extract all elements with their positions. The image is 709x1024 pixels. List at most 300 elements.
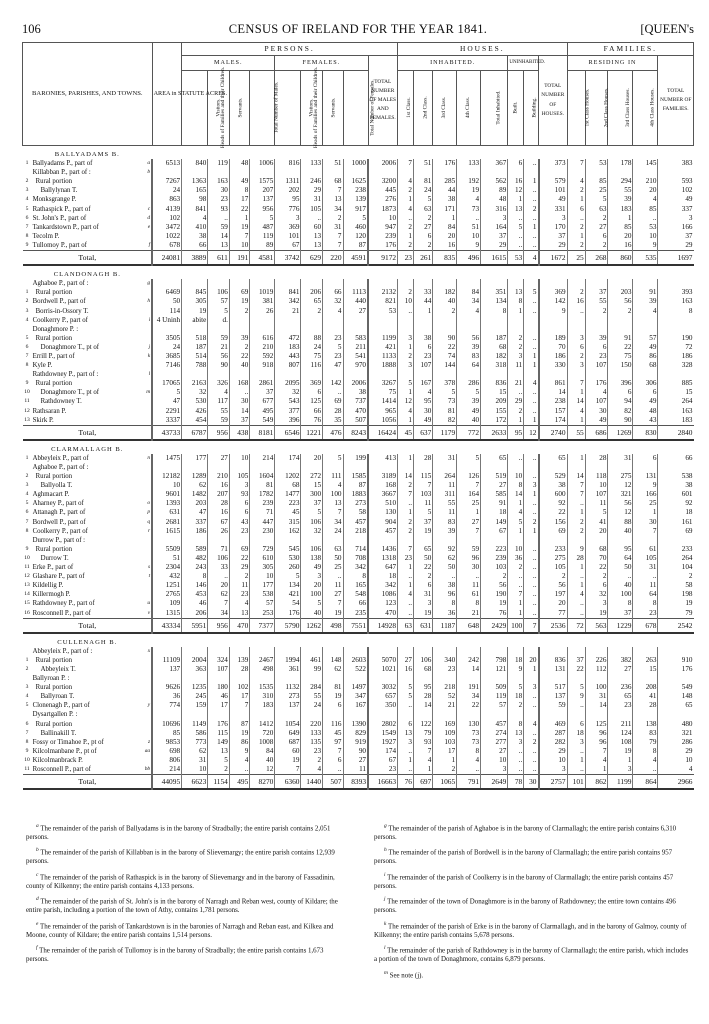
cell-value: 51 bbox=[323, 159, 343, 168]
cell-value: 202 bbox=[275, 186, 301, 195]
total-value: 2536 bbox=[539, 618, 568, 633]
row-footnote-mark bbox=[143, 251, 152, 266]
cell-value: 39 bbox=[585, 334, 608, 343]
total-value: 611 bbox=[208, 251, 230, 266]
cell-value: 367 bbox=[481, 159, 508, 168]
total-value: 7551 bbox=[343, 618, 368, 633]
row-footnote-mark bbox=[143, 720, 152, 729]
cell-value: 107 bbox=[413, 361, 432, 370]
col-houses: HOUSES. bbox=[398, 43, 567, 56]
total-value: 1269 bbox=[608, 425, 633, 440]
table-row bbox=[23, 463, 694, 472]
cell-value bbox=[508, 370, 524, 379]
cell-value: 180 bbox=[208, 683, 230, 692]
cell-value bbox=[481, 710, 508, 719]
cell-value bbox=[508, 168, 524, 177]
cell-value: 5 bbox=[398, 692, 414, 701]
cell-value bbox=[481, 647, 508, 656]
row-footnote-mark: p bbox=[147, 509, 151, 516]
cell-value: 85 bbox=[152, 729, 182, 738]
cell-value: .. bbox=[508, 756, 524, 765]
cell-value bbox=[398, 370, 414, 379]
cell-value: 56 bbox=[608, 297, 633, 306]
row-footnote-mark bbox=[143, 756, 152, 765]
cell-value: 172 bbox=[481, 416, 508, 426]
cell-value: 337 bbox=[182, 518, 208, 527]
col-females: FEMALES. bbox=[275, 56, 368, 71]
table-row bbox=[23, 765, 694, 775]
cell-value: 236 bbox=[608, 683, 633, 692]
cell-value: 87 bbox=[343, 481, 368, 490]
cell-value bbox=[301, 168, 323, 177]
total-value: 686 bbox=[585, 425, 608, 440]
total-value: 14928 bbox=[368, 618, 398, 633]
cell-value: 69 bbox=[229, 288, 249, 297]
row-name: Tecolm P. bbox=[32, 232, 60, 240]
cell-value: 100 bbox=[585, 683, 608, 692]
total-value: 4 bbox=[524, 251, 539, 266]
cell-value: 324 bbox=[208, 656, 230, 665]
cell-value: 38 bbox=[433, 581, 457, 590]
footnote-mark: m bbox=[384, 969, 388, 976]
cell-value: 272 bbox=[301, 472, 323, 481]
cell-value: 235 bbox=[343, 609, 368, 619]
col-males: MALES. bbox=[182, 56, 275, 71]
section-spacer bbox=[152, 633, 693, 647]
cell-value: 116 bbox=[301, 361, 323, 370]
cell-value: 165 bbox=[182, 186, 208, 195]
cell-value: 2 bbox=[508, 343, 524, 352]
cell-value: 4 bbox=[182, 214, 208, 223]
cell-value bbox=[301, 316, 323, 325]
cell-value bbox=[229, 370, 249, 379]
cell-value bbox=[658, 463, 694, 472]
cell-value: 50 bbox=[152, 297, 182, 306]
cell-value: 5 bbox=[323, 454, 343, 463]
footnote-mark: e bbox=[36, 920, 39, 927]
cell-value: 6 bbox=[229, 499, 249, 508]
cell-value: 432 bbox=[152, 572, 182, 581]
cell-value: 6 bbox=[413, 343, 432, 352]
cell-value: 509 bbox=[481, 683, 508, 692]
cell-value: 2 bbox=[585, 241, 608, 251]
cell-value bbox=[633, 325, 658, 334]
cell-value: 583 bbox=[343, 334, 368, 343]
cell-value: 37 bbox=[229, 416, 249, 426]
cell-value: 316 bbox=[481, 205, 508, 214]
total-label: Total, bbox=[32, 251, 143, 266]
cell-value: 9 bbox=[508, 665, 524, 674]
cell-value: 243 bbox=[182, 563, 208, 572]
cell-value: 22 bbox=[608, 343, 633, 352]
cell-value: 21 bbox=[433, 701, 457, 710]
cell-value: 2 bbox=[508, 334, 524, 343]
cell-value: 2 bbox=[398, 527, 414, 536]
cell-value: 169 bbox=[433, 720, 457, 729]
table-row bbox=[23, 297, 694, 306]
cell-value: 773 bbox=[182, 738, 208, 747]
cell-value: 97 bbox=[323, 738, 343, 747]
cell-value: 264 bbox=[658, 397, 694, 406]
cell-value: 1888 bbox=[368, 361, 398, 370]
cell-value: 373 bbox=[539, 159, 568, 168]
cell-value: 2 bbox=[567, 352, 585, 361]
cell-value: 8 bbox=[658, 307, 694, 316]
total-value: 3889 bbox=[182, 251, 208, 266]
cell-value: 1 bbox=[567, 388, 585, 397]
cell-value bbox=[608, 463, 633, 472]
cell-value: 105 bbox=[301, 205, 323, 214]
table-row bbox=[23, 656, 694, 665]
cell-value bbox=[633, 316, 658, 325]
cell-value: 220 bbox=[301, 720, 323, 729]
total-row bbox=[23, 775, 694, 790]
row-footnote-mark: f bbox=[148, 241, 151, 248]
row-index: 1 bbox=[25, 160, 29, 167]
total-value: 5790 bbox=[275, 618, 301, 633]
cell-value: 10 bbox=[229, 241, 249, 251]
cell-value: 168 bbox=[368, 481, 398, 490]
cell-value bbox=[585, 463, 608, 472]
cell-value: 6 bbox=[585, 343, 608, 352]
cell-value: 65 bbox=[301, 297, 323, 306]
cell-value: .. bbox=[524, 334, 539, 343]
cell-value: 1 bbox=[508, 416, 524, 426]
cell-value: 2 bbox=[567, 288, 585, 297]
cell-value: 8 bbox=[633, 747, 658, 756]
cell-value bbox=[413, 647, 432, 656]
cell-value: 1022 bbox=[152, 232, 182, 241]
cell-value: 1006 bbox=[250, 159, 275, 168]
cell-value: 15 bbox=[633, 665, 658, 674]
cell-value: 454 bbox=[182, 416, 208, 426]
cell-value: 2 bbox=[398, 518, 414, 527]
cell-value: 29 bbox=[539, 241, 568, 251]
row-footnote-mark: g bbox=[147, 280, 151, 287]
total-value: 1672 bbox=[539, 251, 568, 266]
cell-value: 1585 bbox=[343, 472, 368, 481]
cell-value: 105 bbox=[633, 554, 658, 563]
row-index: 6 bbox=[25, 720, 29, 727]
cell-value: 167 bbox=[413, 379, 432, 388]
cell-value bbox=[275, 316, 301, 325]
cell-value bbox=[368, 674, 398, 683]
cell-value bbox=[457, 710, 481, 719]
row-index bbox=[23, 775, 32, 790]
total-value: 23 bbox=[398, 251, 414, 266]
cell-value: 203 bbox=[608, 288, 633, 297]
cell-value: 70 bbox=[585, 554, 608, 563]
cell-value: 6 bbox=[567, 205, 585, 214]
cell-value bbox=[457, 647, 481, 656]
cell-value bbox=[433, 710, 457, 719]
cell-value: 90 bbox=[433, 334, 457, 343]
cell-value: 519 bbox=[481, 472, 508, 481]
row-name: Rosconnell P., part of bbox=[32, 766, 91, 773]
cell-value: 469 bbox=[539, 720, 568, 729]
cell-value: 55 bbox=[585, 297, 608, 306]
cell-value bbox=[208, 370, 230, 379]
table-row bbox=[23, 232, 694, 241]
cell-value: 5 bbox=[152, 388, 182, 397]
cell-value: 12 bbox=[508, 186, 524, 195]
cell-value: 5 bbox=[413, 508, 432, 517]
cell-value: 396 bbox=[608, 379, 633, 388]
cell-value: 965 bbox=[368, 407, 398, 416]
cell-value bbox=[152, 647, 182, 656]
cell-value: 20 bbox=[539, 599, 568, 608]
cell-value: 1 bbox=[633, 508, 658, 517]
row-footnote-mark bbox=[143, 186, 152, 195]
cell-value: 4 bbox=[398, 407, 414, 416]
cell-value bbox=[413, 325, 432, 334]
cell-value: 421 bbox=[275, 590, 301, 599]
cell-value: 2006 bbox=[343, 379, 368, 388]
cell-value: 7 bbox=[323, 747, 343, 756]
row-footnote-mark bbox=[143, 490, 152, 499]
total-value: 2633 bbox=[481, 425, 508, 440]
row-footnote-mark: bb bbox=[144, 766, 151, 772]
row-index: 2 bbox=[25, 178, 29, 185]
cell-value: .. bbox=[508, 581, 524, 590]
cell-value: 37 bbox=[539, 232, 568, 241]
cell-value: 548 bbox=[343, 590, 368, 599]
cell-value: 76 bbox=[481, 609, 508, 619]
cell-value: 7 bbox=[323, 241, 343, 251]
total-value: 563 bbox=[585, 618, 608, 633]
row-name: Aharney P., part of bbox=[32, 500, 84, 508]
cell-value: 549 bbox=[250, 416, 275, 426]
cell-value: 3 bbox=[567, 334, 585, 343]
cell-value: 75 bbox=[301, 352, 323, 361]
cell-value: .. bbox=[633, 765, 658, 775]
total-value: 1262 bbox=[301, 618, 323, 633]
cell-value: 631 bbox=[152, 508, 182, 517]
cell-value: 3 bbox=[275, 214, 301, 223]
cell-value: 131 bbox=[539, 665, 568, 674]
cell-value: 585 bbox=[481, 490, 508, 499]
table-row bbox=[23, 756, 694, 765]
cell-value: 7 bbox=[457, 481, 481, 490]
cell-value: 37 bbox=[585, 288, 608, 297]
cell-value: 330 bbox=[539, 361, 568, 370]
cell-value: 22 bbox=[229, 205, 249, 214]
cell-value: 1549 bbox=[368, 729, 398, 738]
cell-value: 443 bbox=[275, 352, 301, 361]
row-index bbox=[23, 647, 32, 656]
cell-value: 39 bbox=[457, 397, 481, 406]
table-row bbox=[23, 205, 694, 214]
cell-value: 3685 bbox=[152, 352, 182, 361]
row-footnote-mark: u bbox=[147, 600, 151, 607]
cell-value: 1994 bbox=[275, 656, 301, 665]
cell-value bbox=[585, 316, 608, 325]
table-row bbox=[23, 288, 694, 297]
cell-value: 133 bbox=[457, 159, 481, 168]
cell-value: 1202 bbox=[275, 472, 301, 481]
cell-value: 5 bbox=[508, 683, 524, 692]
cell-value: 91 bbox=[633, 288, 658, 297]
total-value: 495 bbox=[229, 775, 249, 790]
cell-value: 321 bbox=[608, 490, 633, 499]
cell-value: 5 bbox=[508, 518, 524, 527]
cell-value: 10 bbox=[182, 765, 208, 775]
cell-value: 1 bbox=[567, 232, 585, 241]
cell-value: 2 bbox=[508, 407, 524, 416]
cell-value: 25 bbox=[457, 499, 481, 508]
cell-value: 19 bbox=[608, 747, 633, 756]
cell-value: 8 bbox=[343, 572, 368, 581]
cell-value: 1412 bbox=[250, 720, 275, 729]
cell-value: 5 bbox=[433, 388, 457, 397]
cell-value: 545 bbox=[275, 545, 301, 554]
cell-value: 92 bbox=[658, 499, 694, 508]
cell-value: 7 bbox=[323, 599, 343, 608]
cell-value bbox=[457, 674, 481, 683]
cell-value: 377 bbox=[275, 407, 301, 416]
total-label: Total, bbox=[32, 775, 143, 790]
section-title: CLANDONAGH B. bbox=[53, 271, 121, 279]
section-spacer bbox=[152, 440, 693, 454]
row-index: 8 bbox=[25, 362, 29, 369]
cell-value bbox=[481, 370, 508, 379]
total-value: 8181 bbox=[250, 425, 275, 440]
cell-value bbox=[567, 279, 585, 288]
table-row bbox=[23, 407, 694, 416]
total-value: 678 bbox=[633, 618, 658, 633]
cell-value: 30 bbox=[457, 563, 481, 572]
cell-value: 1 bbox=[524, 416, 539, 426]
row-footnote-mark bbox=[143, 177, 152, 186]
cell-value: 22 bbox=[229, 352, 249, 361]
table-row bbox=[23, 334, 694, 343]
cell-value: 88 bbox=[301, 334, 323, 343]
cell-value bbox=[413, 279, 432, 288]
cell-value: 22 bbox=[229, 554, 249, 563]
cell-value: 4 bbox=[658, 765, 694, 775]
row-footnote-mark: a bbox=[147, 160, 151, 167]
cell-value: 62 bbox=[323, 665, 343, 674]
cell-value bbox=[608, 710, 633, 719]
section-heading-row bbox=[23, 633, 694, 647]
total-value: 43334 bbox=[152, 618, 182, 633]
cell-value: 145 bbox=[633, 159, 658, 168]
cell-value: 69 bbox=[539, 527, 568, 536]
row-index bbox=[23, 425, 32, 440]
cell-value: 863 bbox=[152, 195, 182, 204]
cell-value: .. bbox=[524, 214, 539, 223]
cell-value bbox=[229, 463, 249, 472]
total-value: 631 bbox=[413, 618, 432, 633]
cell-value: 191 bbox=[457, 683, 481, 692]
cell-value: 17065 bbox=[152, 379, 182, 388]
cell-value: 1 bbox=[567, 195, 585, 204]
cell-value: 589 bbox=[182, 545, 208, 554]
cell-value: 8 bbox=[608, 599, 633, 608]
cell-value: 3505 bbox=[152, 334, 182, 343]
cell-value: 107 bbox=[585, 397, 608, 406]
cell-value: .. bbox=[524, 554, 539, 563]
cell-value bbox=[301, 325, 323, 334]
cell-value: 90 bbox=[343, 747, 368, 756]
table-row bbox=[23, 214, 694, 223]
cell-value: 1 bbox=[413, 765, 432, 775]
table-row bbox=[23, 554, 694, 563]
cell-value: 11 bbox=[229, 581, 249, 590]
cell-value: 9626 bbox=[152, 683, 182, 692]
cell-value: 133 bbox=[301, 729, 323, 738]
cell-value: 7 bbox=[398, 545, 414, 554]
cell-value: 53 bbox=[585, 159, 608, 168]
total-label: Total, bbox=[32, 618, 143, 633]
cell-value: 3 bbox=[398, 738, 414, 747]
cell-value: 57 bbox=[208, 297, 230, 306]
cell-value: 59 bbox=[457, 545, 481, 554]
footnote bbox=[374, 822, 692, 842]
row-footnote-mark bbox=[143, 425, 152, 440]
cell-value: 27 bbox=[398, 656, 414, 665]
cell-value bbox=[152, 536, 182, 545]
cell-value: 9 bbox=[633, 241, 658, 251]
cell-value bbox=[368, 279, 398, 288]
cell-value bbox=[250, 463, 275, 472]
cell-value: .. bbox=[208, 572, 230, 581]
row-footnote-mark: j bbox=[148, 343, 151, 350]
cell-value: 10 bbox=[368, 214, 398, 223]
cell-value: 2004 bbox=[182, 656, 208, 665]
cell-value: 13 bbox=[323, 195, 343, 204]
row-name: Rathsaran P. bbox=[32, 407, 67, 415]
cell-value bbox=[539, 674, 568, 683]
cell-value: .. bbox=[398, 609, 414, 619]
row-index: 1 bbox=[25, 454, 29, 461]
cell-value: 2 bbox=[413, 572, 432, 581]
cell-value: 461 bbox=[301, 656, 323, 665]
cell-value: 737 bbox=[343, 397, 368, 406]
cell-value: .. bbox=[508, 454, 524, 463]
cell-value: 114 bbox=[152, 307, 182, 316]
table-row bbox=[23, 720, 694, 729]
cell-value bbox=[250, 536, 275, 545]
cell-value: 1 bbox=[398, 563, 414, 572]
cell-value: 273 bbox=[275, 692, 301, 701]
cell-value bbox=[398, 279, 414, 288]
cell-value: 28 bbox=[229, 665, 249, 674]
cell-value: 8 bbox=[457, 747, 481, 756]
total-value: 470 bbox=[229, 618, 249, 633]
cell-value: .. bbox=[301, 214, 323, 223]
cell-value: 106 bbox=[301, 518, 323, 527]
cell-value: 2 bbox=[433, 307, 457, 316]
footnote-mark: f bbox=[36, 945, 38, 952]
cell-value bbox=[152, 168, 182, 177]
cell-value: 48 bbox=[633, 407, 658, 416]
cell-value: 4 bbox=[229, 756, 249, 765]
cell-value: 16 bbox=[508, 177, 524, 186]
cell-value: 51 bbox=[413, 159, 432, 168]
cell-value: 294 bbox=[608, 177, 633, 186]
row-footnote-mark: s bbox=[147, 564, 151, 571]
row-name: Abbeyleix P., part of bbox=[32, 454, 89, 462]
cell-value: 277 bbox=[481, 738, 508, 747]
table-row bbox=[23, 581, 694, 590]
cell-value: 4 bbox=[323, 307, 343, 316]
cell-value: .. bbox=[508, 388, 524, 397]
cell-value: 7 bbox=[398, 490, 414, 499]
cell-value: 3337 bbox=[152, 416, 182, 426]
cell-value: 28 bbox=[413, 692, 432, 701]
cell-value: 6 bbox=[413, 581, 432, 590]
